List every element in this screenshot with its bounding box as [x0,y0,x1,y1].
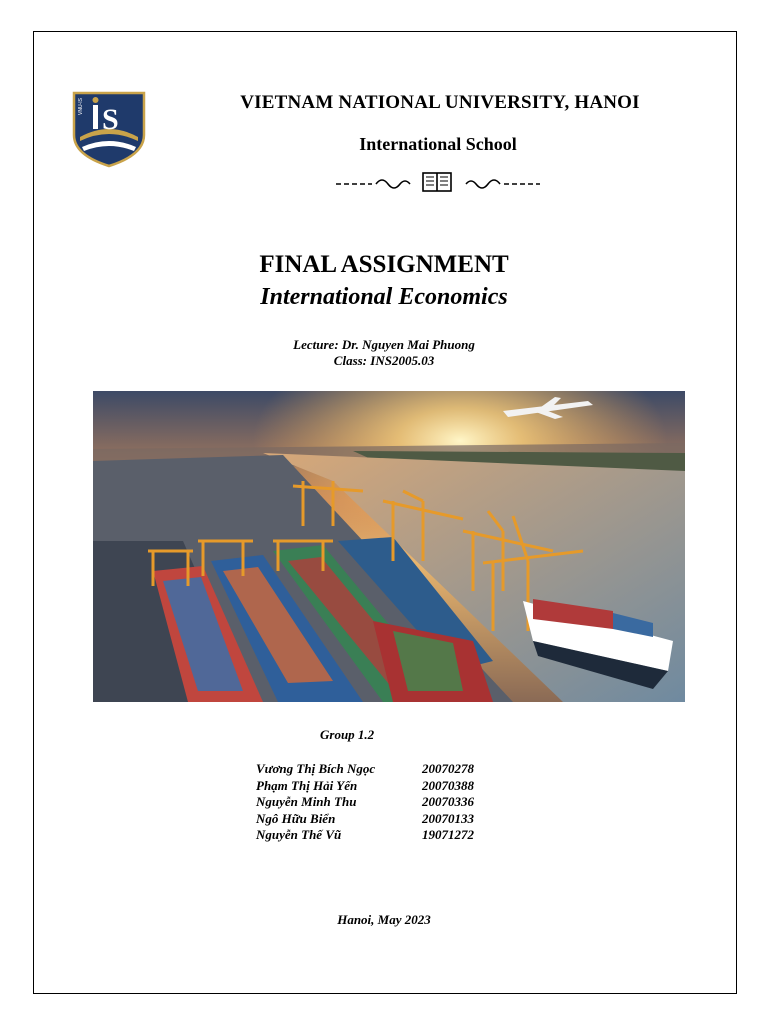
container-port-photo [93,391,685,702]
university-logo-icon [72,91,146,168]
member-name: Vương Thị Bích Ngọc [256,761,376,776]
member-id: 19071272 [422,827,474,842]
assignment-title: FINAL ASSIGNMENT [259,251,509,278]
book-ornament-icon [330,168,546,196]
member-name: Phạm Thị Hải Yến [256,777,358,793]
member-name: Nguyễn Minh Thu [256,794,357,809]
member-row [256,794,516,811]
member-id: 20070388 [422,777,474,793]
svg-text:S: S [102,103,119,136]
class-line: Class: INS2005.03 [333,353,435,368]
member-row [256,827,516,844]
member-id: 20070278 [422,761,474,776]
logo-vnu-text: VNU-IS [78,98,84,115]
subject-title: International Economics [260,284,508,310]
location-date: Hanoi, May 2023 [337,912,431,927]
member-row [256,811,516,828]
member-list [256,761,516,844]
member-id: 20070133 [422,810,474,826]
member-name: Nguyễn Thế Vũ [256,827,342,842]
lecturer-line: Lecture: Dr. Nguyen Mai Phuong [293,337,475,352]
member-name: Ngô Hữu Biển [256,810,336,826]
member-row [256,761,516,778]
group-label: Group 1.2 [320,727,375,742]
member-row [256,778,516,795]
university-name: VIETNAM NATIONAL UNIVERSITY, HANOI [240,92,640,113]
member-id: 20070336 [422,794,474,809]
school-name: International School [359,134,517,154]
